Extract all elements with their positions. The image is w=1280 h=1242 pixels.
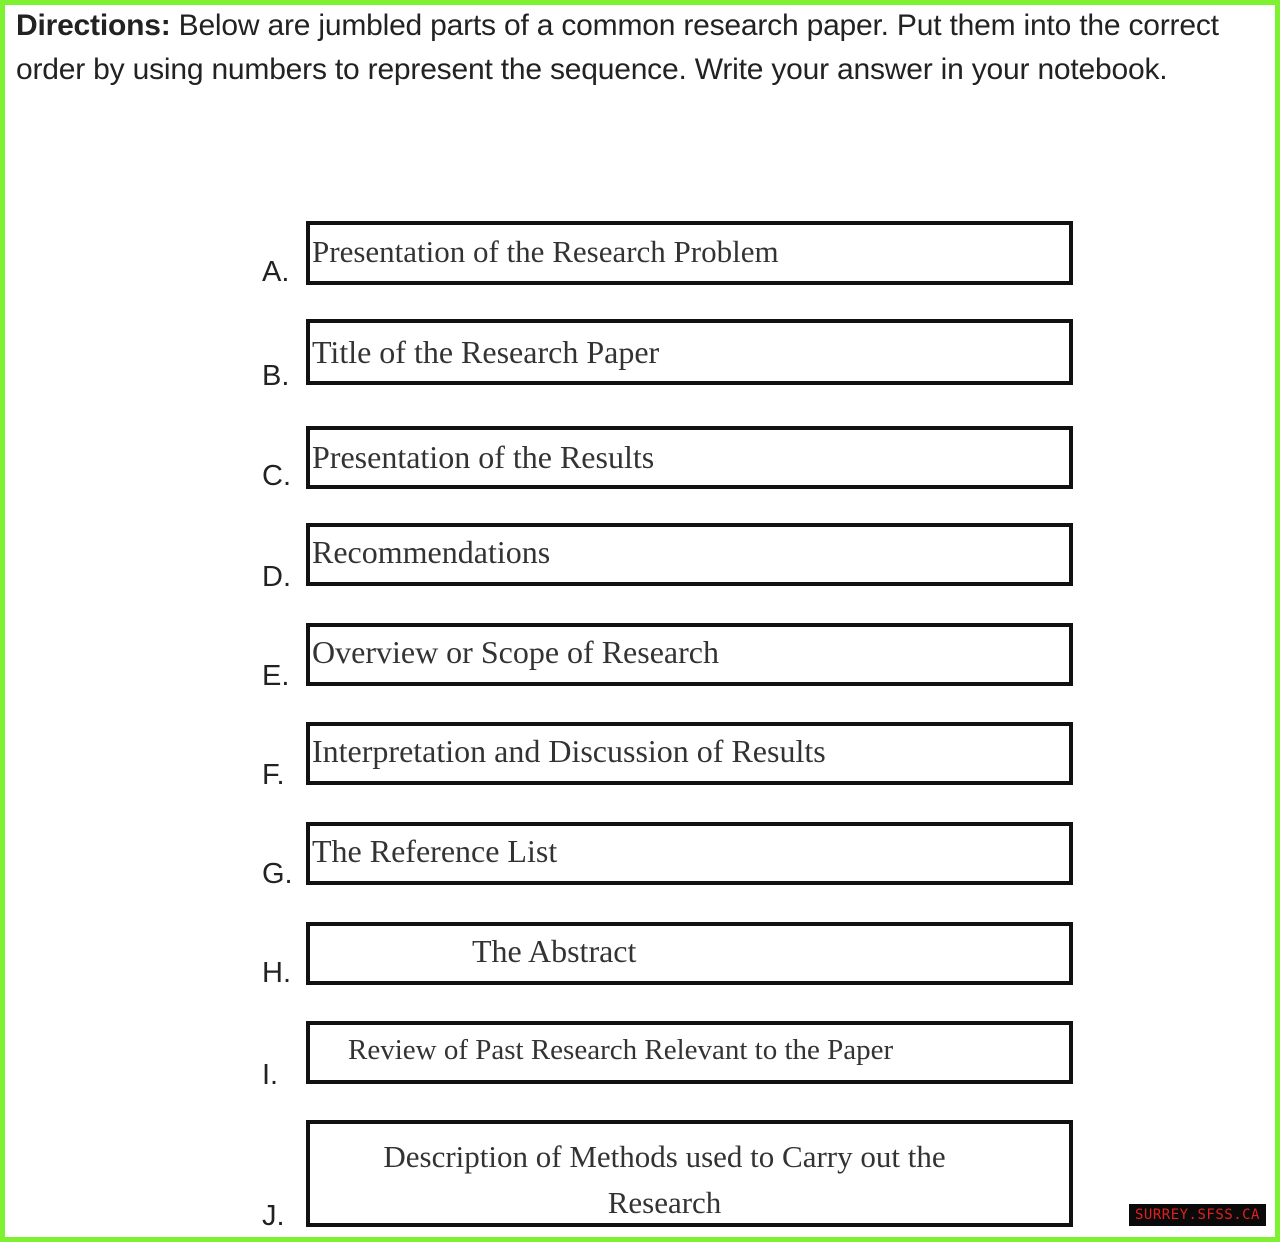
directions-text: Below are jumbled parts of a common research paper. Put them into the correct order by using numbers to represent the sequence. Write your answer in your notebook.: [16, 9, 1219, 86]
item-box-f: [306, 722, 1073, 785]
item-text-i: Review of Past Research Relevant to the Paper: [348, 1034, 894, 1066]
item-letter-j: J.: [262, 1200, 285, 1232]
item-box-g: [306, 822, 1073, 885]
item-text-c: Presentation of the Results: [312, 439, 655, 475]
item-text-d: Recommendations: [312, 534, 551, 570]
item-letter-c: C.: [262, 460, 291, 492]
directions-paragraph: [16, 4, 1276, 92]
item-text-b: Title of the Research Paper: [312, 334, 660, 370]
item-box-e: [306, 623, 1073, 686]
item-box-i: [306, 1021, 1073, 1084]
directions-label: Directions:: [16, 9, 171, 42]
item-letter-b: B.: [262, 360, 290, 392]
item-letter-f: F.: [262, 759, 285, 791]
item-letter-h: H.: [262, 957, 291, 989]
item-letter-e: E.: [262, 660, 290, 692]
item-text-j: Description of Methods used to Carry out the Research: [383, 1139, 946, 1220]
watermark-badge: SURREY.SFSS.CA: [1129, 1204, 1266, 1226]
item-letter-g: G.: [262, 858, 293, 890]
item-letter-i: I.: [262, 1059, 279, 1091]
item-box-h: [306, 922, 1073, 985]
item-text-f: Interpretation and Discussion of Results: [312, 733, 826, 769]
item-text-a: Presentation of the Research Problem: [312, 234, 779, 269]
item-box-j: [306, 1120, 1073, 1227]
item-box-d: [306, 523, 1073, 586]
item-box-c: [306, 426, 1073, 489]
item-letter-d: D.: [262, 561, 291, 593]
item-text-h: The Abstract: [472, 933, 637, 969]
item-text-e: Overview or Scope of Research: [312, 634, 719, 670]
item-text-g: The Reference List: [312, 833, 558, 869]
item-letter-a: A.: [262, 256, 290, 288]
item-box-b: [306, 319, 1073, 385]
item-box-a: [306, 221, 1073, 285]
